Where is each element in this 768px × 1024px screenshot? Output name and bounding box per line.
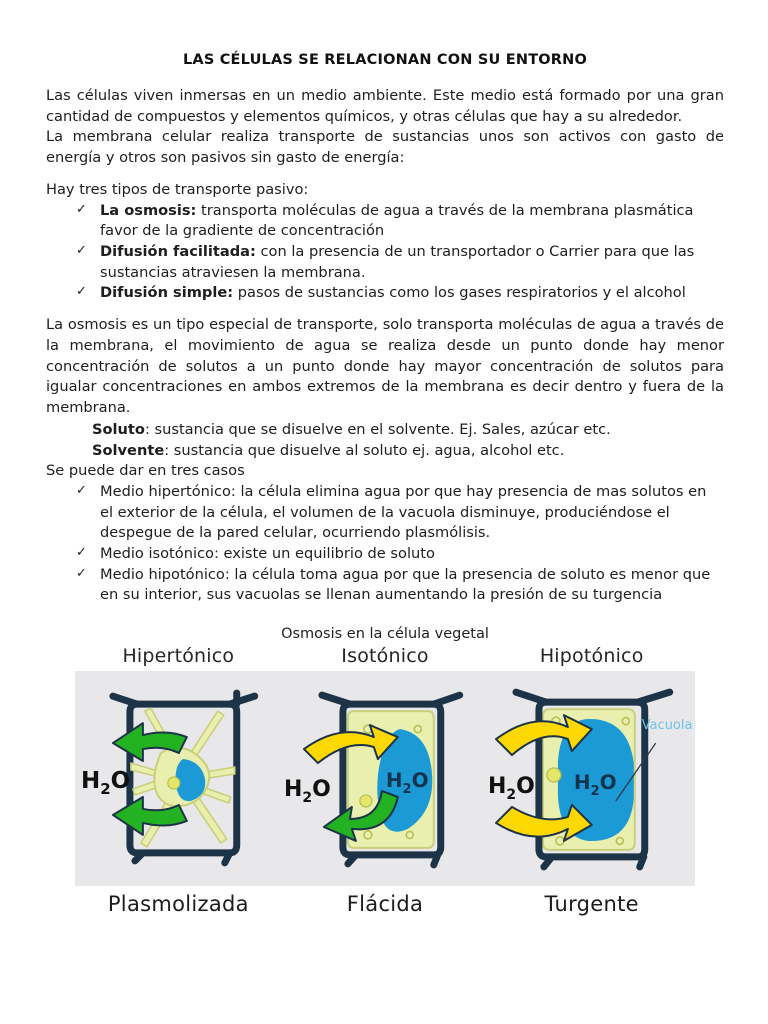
flaccid-cell-svg: [282, 671, 489, 886]
figure-label-hipertonico: Hipertónico: [122, 645, 235, 668]
lead-in-three-cases: Se puede dar en tres casos: [46, 462, 245, 480]
check-icon: ✓: [76, 544, 87, 560]
definition-text: : sustancia que se disuelve en el solvente. Ej. Sales, azúcar etc.: [144, 420, 611, 438]
list-item-text: Medio isotónico: existe un equilibrio de soluto: [100, 544, 435, 562]
water-label-h2o-inside: $H_2O$: [385, 768, 429, 798]
check-icon: ✓: [76, 482, 87, 498]
check-icon: ✓: [76, 201, 87, 217]
figure-top-labels: [75, 645, 695, 671]
chloroplast-icon: [547, 768, 561, 782]
figure-label-flacida: Flácida: [346, 892, 424, 917]
osmosis-figure: [46, 626, 724, 916]
list-item: [74, 482, 724, 544]
figure-caption-top: Osmosis en la célula vegetal: [281, 626, 489, 643]
list-item-term: Difusión simple:: [100, 284, 234, 302]
figure-label-hipotonico: Hipotónico: [539, 645, 644, 668]
cell-diagram-turgente: [488, 671, 695, 886]
water-label-h2o-outside: $H_2O$: [488, 774, 536, 804]
page-title: LAS CÉLULAS SE RELACIONAN CON SU ENTORNO: [182, 52, 588, 68]
chloroplast-icon: [360, 795, 372, 807]
paragraph-intro: Las células viven inmersas en un medio ambiente. Este medio está formado por una gran cantidad de compuestos y elementos químicos, y otras células que hay a su alrededor.: [46, 87, 724, 125]
list-item-text: Medio hipertónico: la célula elimina agua por que hay presencia de mas solutos en el exterior de la célula, el volumen de la vacuola disminuye, produciéndose el despegue de la pared celular, ocurriendo plasmólisis.: [100, 482, 707, 542]
list-item: [74, 242, 724, 283]
list-item-text: pasos de sustancias como los gases respiratorios y el alcohol: [233, 284, 686, 302]
definition-soluto: [92, 419, 724, 440]
paragraph-membrane-transport: La membrana celular realiza transporte de sustancias unos son activos con gasto de energía y otros son pasivos sin gasto de energía:: [46, 128, 724, 167]
chloroplast-icon: [168, 777, 180, 789]
lead-in-passive-transport: Hay tres tipos de transporte pasivo:: [46, 180, 309, 198]
three-cases-list: [46, 482, 724, 606]
list-item: [74, 565, 724, 606]
spacer: [46, 169, 724, 180]
water-label-h2o: $H_2O$: [80, 768, 131, 799]
list-item-term: La osmosis:: [100, 201, 197, 219]
list-item-text: transporta moléculas de agua a través de la membrana plasmática favor de la gradiente de concentración: [100, 201, 694, 240]
cell-diagram-plasmolizada: [75, 671, 282, 886]
figure-bottom-labels: [75, 886, 695, 916]
plasmolyzed-cell-svg: [75, 671, 282, 886]
list-item: [74, 283, 724, 304]
figure-panel-background: [75, 671, 695, 886]
passive-transport-list: [46, 201, 724, 305]
definitions-block: [46, 419, 724, 461]
list-item-text: con la presencia de un transportador o Carrier para que las sustancias atraviesen la membrana.: [100, 243, 695, 281]
list-item-text: Medio hipotónico: la célula toma agua por que la presencia de soluto es menor que en su interior, sus vacuolas se llenan aumentando la presión de su turgencia: [100, 565, 711, 604]
check-icon: ✓: [76, 284, 87, 300]
definition-term: Soluto: [92, 420, 145, 438]
list-item-term: Difusión facilitada:: [100, 243, 256, 261]
figure-panels: [75, 671, 695, 886]
definition-solvente: [92, 440, 724, 461]
cell-diagram-flacida: [282, 671, 489, 886]
figure-label-plasmolizada: Plasmolizada: [107, 892, 249, 917]
water-label-h2o-inside: $H_2O$: [574, 770, 617, 800]
definition-term: Solvente: [92, 441, 165, 459]
list-item: [74, 544, 724, 565]
list-item: [74, 201, 724, 242]
water-label-h2o-outside: $H_2O$: [283, 777, 331, 807]
paragraph-osmosis: La osmosis es un tipo especial de transporte, solo transporta moléculas de agua a través de la membrana, el movimiento de agua se realiza desde un punto donde hay menor concentración de solutos a un punto donde hay mayor concentración de solutos para igualar concentraciones en ambos extremos de la membrana es decir dentro y fuera de la membrana.: [46, 316, 724, 417]
check-icon: ✓: [76, 243, 87, 259]
definition-text: : sustancia que disuelve al soluto ej. agua, alcohol etc.: [164, 441, 565, 459]
vacuole-label: Vacuola: [642, 718, 693, 734]
spacer: [46, 304, 724, 315]
figure-label-isotonico: Isotónico: [341, 645, 429, 668]
check-icon: ✓: [76, 565, 87, 581]
figure-label-turgente: Turgente: [544, 892, 639, 917]
turgid-cell-svg: [488, 671, 695, 886]
